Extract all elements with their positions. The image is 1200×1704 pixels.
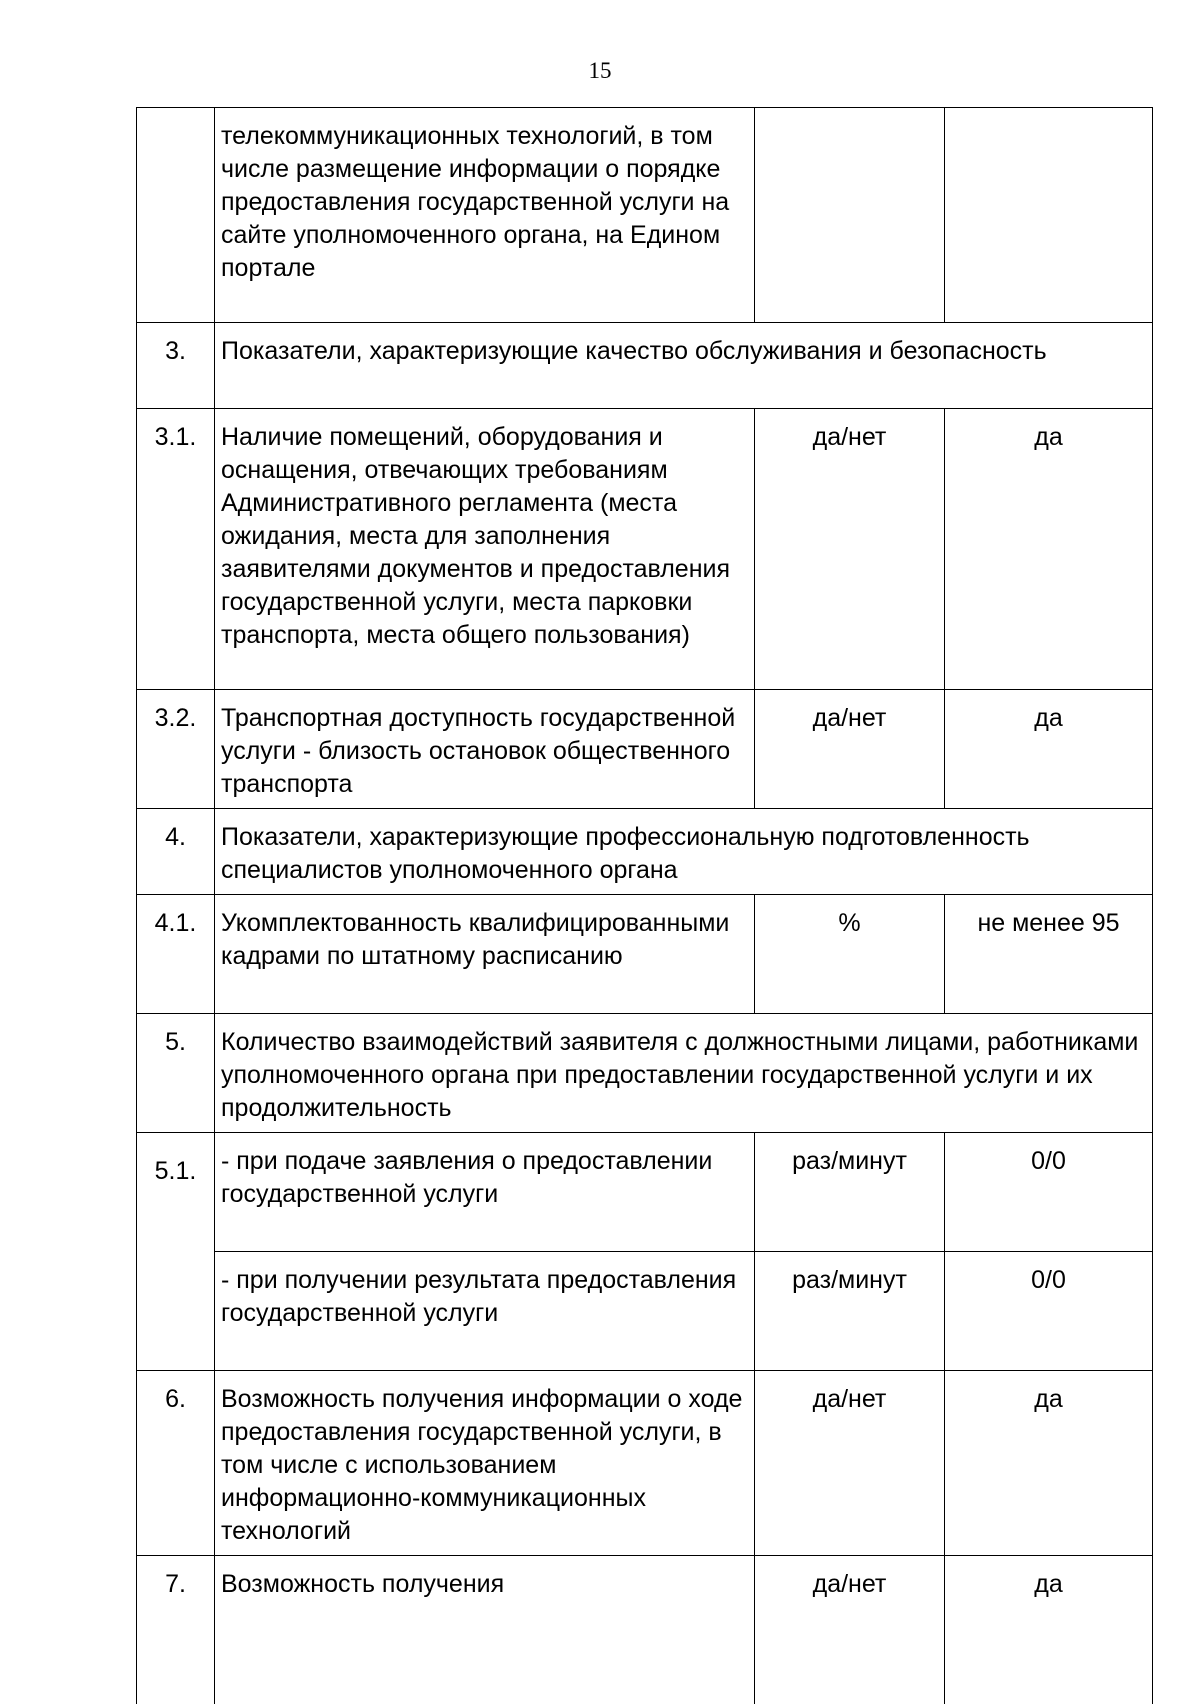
row-number-cell: 7. — [137, 1556, 215, 1704]
table-row — [137, 108, 1153, 323]
value-cell: да — [945, 690, 1153, 809]
unit-cell: да/нет — [755, 1371, 945, 1556]
indicator-text-cell: - при получении результата предоставления государственной услуги — [215, 1252, 755, 1371]
page-number: 15 — [588, 58, 612, 83]
value-cell: 0/0 — [945, 1252, 1153, 1371]
indicator-text-cell: телекоммуникационных технологий, в том числе размещение информации о порядке предоставления государственной услуги на сайте уполномоченного органа, на Едином портале — [215, 108, 755, 323]
table-row — [137, 690, 1153, 809]
table-row — [137, 1252, 1153, 1371]
unit-cell: да/нет — [755, 690, 945, 809]
value-cell — [945, 108, 1153, 323]
row-number-cell — [137, 108, 215, 323]
row-number-cell: 6. — [137, 1371, 215, 1556]
row-number-cell: 5. — [137, 1014, 215, 1133]
indicator-text-cell: - при подаче заявления о предоставлении государственной услуги — [215, 1133, 755, 1252]
row-number-cell: 4.1. — [137, 895, 215, 1014]
row-number-cell: 4. — [137, 809, 215, 895]
table-row — [137, 1133, 1153, 1252]
value-cell: да — [945, 1371, 1153, 1556]
indicator-text-cell: Возможность получения — [215, 1556, 755, 1704]
section-row — [137, 323, 1153, 409]
table-row — [137, 1556, 1153, 1704]
unit-cell: да/нет — [755, 409, 945, 690]
indicator-text-cell: Наличие помещений, оборудования и оснащения, отвечающих требованиям Административного регламента (места ожидания, места для заполнения заявителями документов и предоставления государственной услуги, места парковки транспорта, места общего пользования) — [215, 409, 755, 690]
indicator-text-cell: Укомплектованность квалифицированными кадрами по штатному расписанию — [215, 895, 755, 1014]
row-number-cell: 3.1. — [137, 409, 215, 690]
unit-cell: % — [755, 895, 945, 1014]
section-heading-cell: Показатели, характеризующие профессиональную подготовленность специалистов уполномоченного органа — [215, 809, 1153, 895]
value-cell: 0/0 — [945, 1133, 1153, 1252]
table-row — [137, 895, 1153, 1014]
section-heading-cell: Количество взаимодействий заявителя с должностными лицами, работниками уполномоченного органа при предоставлении государственной услуги и их продолжительность — [215, 1014, 1153, 1133]
indicator-text-cell: Транспортная доступность государственной услуги - близость остановок общественного транспорта — [215, 690, 755, 809]
section-row — [137, 1014, 1153, 1133]
section-row — [137, 809, 1153, 895]
unit-cell: да/нет — [755, 1556, 945, 1704]
row-number-cell: 3.2. — [137, 690, 215, 809]
value-cell: да — [945, 1556, 1153, 1704]
row-number-cell: 5.1. — [137, 1133, 215, 1371]
unit-cell — [755, 108, 945, 323]
indicator-text-cell: Возможность получения информации о ходе предоставления государственной услуги, в том числе с использованием информационно-коммуникационных технологий — [215, 1371, 755, 1556]
indicators-table — [136, 107, 1153, 1704]
table-row — [137, 409, 1153, 690]
table-row — [137, 1371, 1153, 1556]
value-cell: не менее 95 — [945, 895, 1153, 1014]
value-cell: да — [945, 409, 1153, 690]
section-heading-cell: Показатели, характеризующие качество обслуживания и безопасность — [215, 323, 1153, 409]
unit-cell: раз/минут — [755, 1252, 945, 1371]
unit-cell: раз/минут — [755, 1133, 945, 1252]
row-number-cell: 3. — [137, 323, 215, 409]
